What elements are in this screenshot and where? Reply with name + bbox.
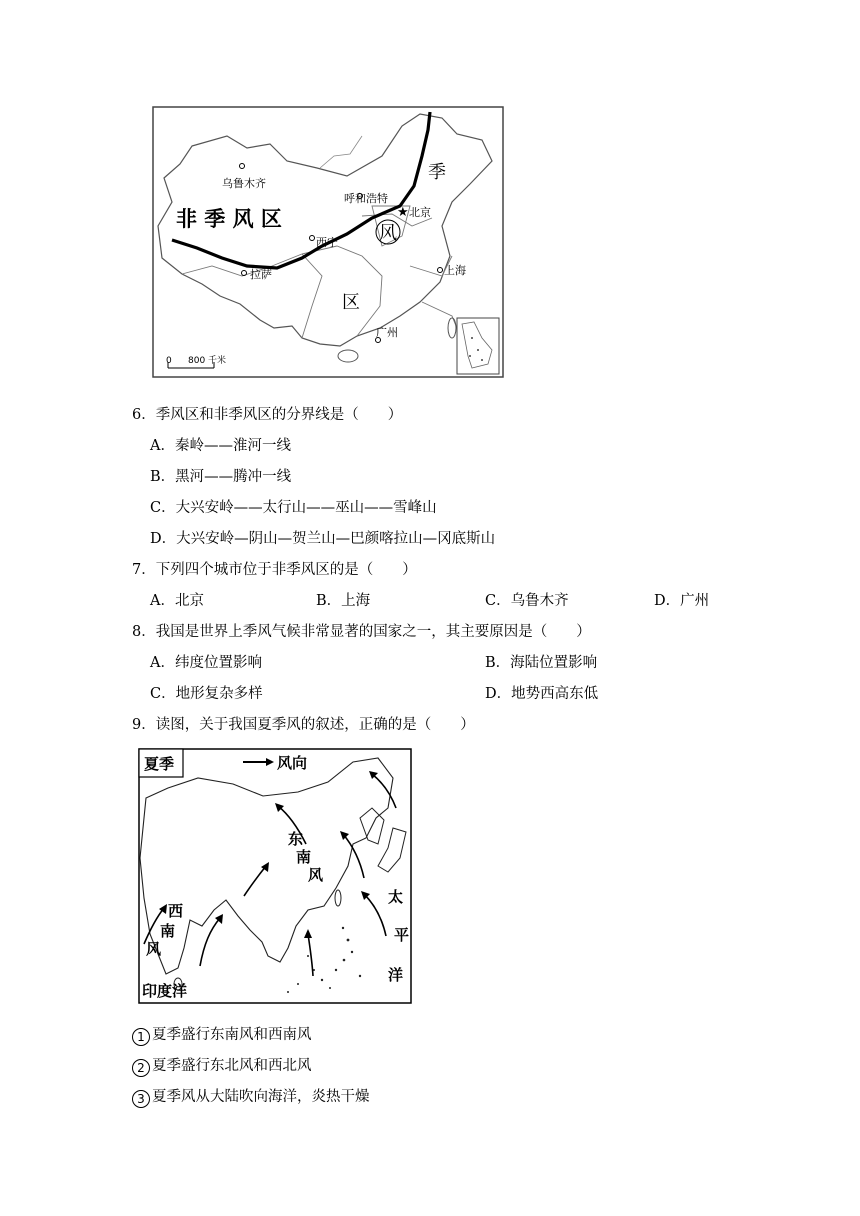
city-shanghai: 上海 [444,264,466,277]
se-wind-char-2: 南 [296,848,312,866]
summer-monsoon-map-svg [138,748,412,1004]
indian-ocean-label: 印度洋 [142,982,188,1000]
season-label: 夏季 [144,755,175,773]
statement-number-3: 3 [132,1090,150,1108]
star-icon: ★ [397,205,409,220]
q7-option-d[interactable]: D．广州 [654,593,710,609]
q8-stem: 8．我国是世界上季风气候非常显著的国家之一，其主要原因是（ ） [132,624,591,640]
q6-option-c[interactable]: C．大兴安岭——太行山——巫山——雪峰山 [150,500,437,516]
q7-option-b[interactable]: B．上海 [316,593,371,609]
q9-statement-2 [132,1056,312,1077]
sw-wind-char-3: 风 [146,940,162,958]
statement-text-3: 夏季风从大陆吹向海洋，炎热干燥 [152,1089,370,1105]
scale-zero: 0 [166,356,172,366]
q6-stem: 6．季风区和非季风区的分界线是（ ） [132,407,403,423]
q9-statement-3 [132,1087,370,1108]
label-monsoon-char-1: 季 [428,162,446,183]
label-non-monsoon-region: 非 季 风 区 [176,207,282,231]
pacific-char-1: 太 [388,888,404,906]
q8-option-c[interactable]: C．地形复杂多样 [150,686,263,702]
statement-number-1: 1 [132,1028,150,1046]
city-hohhot: 呼和浩特 [344,192,388,205]
statement-number-2: 2 [132,1059,150,1077]
label-monsoon-char-3: 区 [342,292,360,313]
q7-stem: 7．下列四个城市位于非季风区的是（ ） [132,562,417,578]
monsoon-map-svg [152,106,504,378]
scale-distance: 800 [188,356,206,366]
city-lhasa: 拉萨 [250,268,272,281]
q6-option-d[interactable]: D．大兴安岭—阴山—贺兰山—巴颜喀拉山—冈底斯山 [150,531,496,547]
statement-text-1: 夏季盛行东南风和西南风 [152,1027,312,1043]
pacific-char-3: 洋 [388,966,404,984]
sw-wind-char-1: 西 [168,902,184,920]
se-wind-char-1: 东 [288,830,304,848]
q9-statement-1 [132,1025,312,1046]
se-wind-char-3: 风 [308,866,324,884]
summer-monsoon-map [138,748,412,1004]
q9-stem: 9．读图，关于我国夏季风的叙述，正确的是（ ） [132,717,475,733]
q8-option-a[interactable]: A．纬度位置影响 [150,655,262,671]
city-beijing: 北京 [409,206,431,219]
monsoon-region-map [152,106,504,378]
q6-option-a[interactable]: A．秦岭——淮河一线 [150,438,291,454]
legend-wind-direction: 风向 [277,754,308,772]
sw-wind-char-2: 南 [160,922,176,940]
label-monsoon-char-2: 风 [379,223,397,244]
q7-option-c[interactable]: C．乌鲁木齐 [485,593,569,609]
city-xining: 西宁 [316,236,338,249]
q7-option-a[interactable]: A．北京 [150,593,204,609]
q8-option-b[interactable]: B．海陆位置影响 [485,655,598,671]
q6-option-b[interactable]: B．黑河——腾冲一线 [150,469,292,485]
statement-text-2: 夏季盛行东北风和西北风 [152,1058,312,1074]
q8-option-d[interactable]: D．地势西高东低 [485,686,599,702]
city-guangzhou: 广州 [376,326,398,339]
city-urumqi: 乌鲁木齐 [222,177,266,190]
scale-unit: 千米 [208,356,227,366]
pacific-char-2: 平 [394,926,410,944]
